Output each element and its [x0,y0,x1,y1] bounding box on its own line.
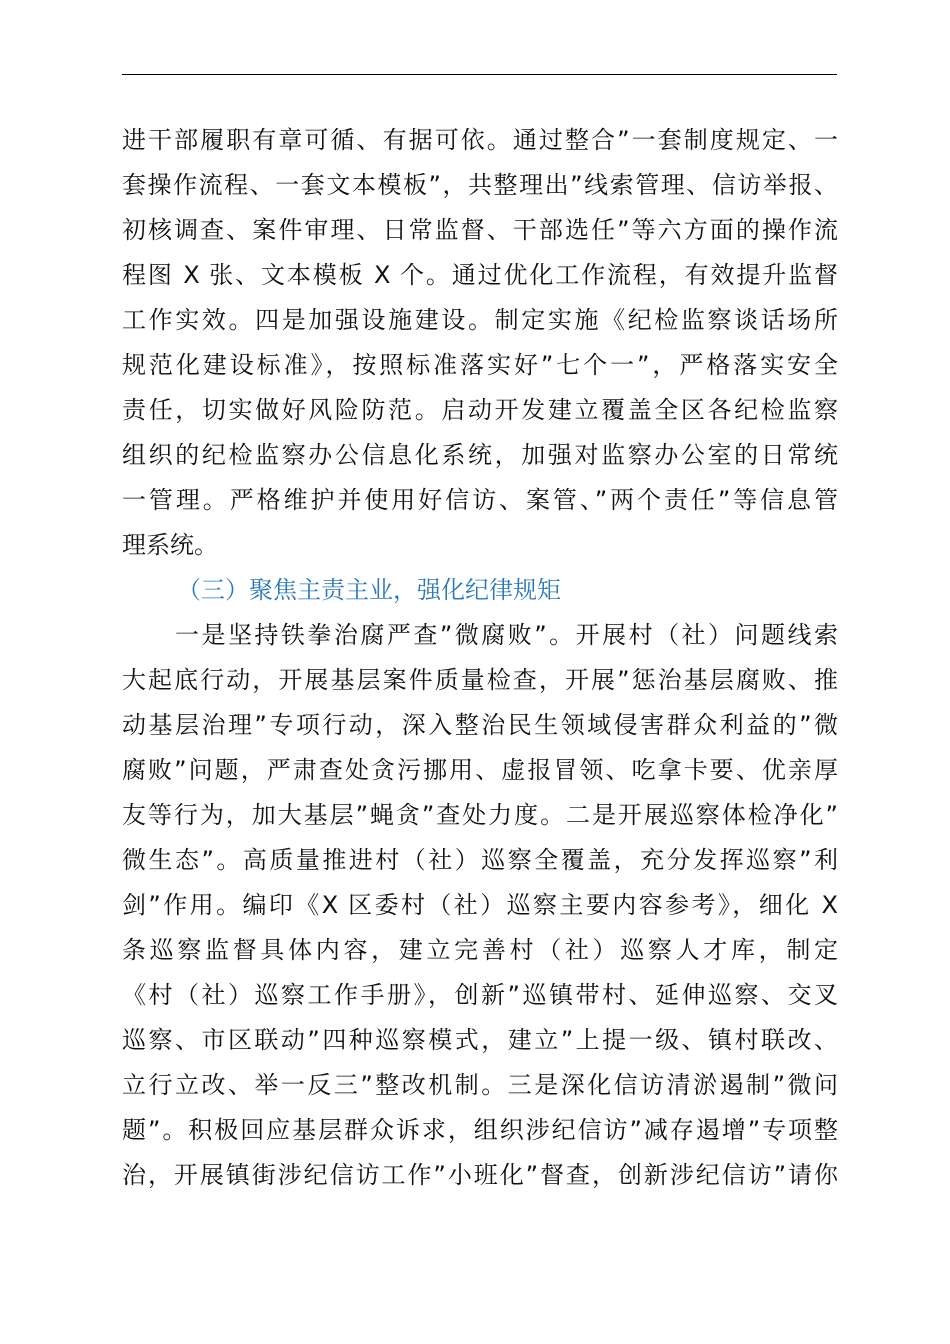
text-line: 条巡察监督具体内容，建立完善村（社）巡察人才库，制定 [122,936,838,964]
text-line: 友等行为，加大基层”蝇贪”查处力度。二是开展巡察体检净化” [122,801,838,829]
text-line: 进干部履职有章可循、有据可依。通过整合”一套制度规定、一 [122,126,838,154]
section-heading: （三）聚焦主责主业，强化纪律规矩 [177,576,561,604]
text-line: 程图 X 张、文本模板 X 个。通过优化工作流程，有效提升监督 [122,261,838,289]
text-line: 微生态”。高质量推进村（社）巡察全覆盖，充分发挥巡察”利 [122,846,838,874]
text-line: 腐败”问题，严肃查处贪污挪用、虚报冒领、吃拿卡要、优亲厚 [122,756,838,784]
text-line: 规范化建设标准》，按照标准落实好”七个一”，严格落实安全 [122,351,838,379]
text-line: 套操作流程、一套文本模板”，共整理出”线索管理、信访举报、 [122,171,838,199]
text-line: 《村（社）巡察工作手册》，创新”巡镇带村、延伸巡察、交叉 [122,981,838,1009]
text-line: 初核调查、案件审理、日常监督、干部选任”等六方面的操作流 [122,216,838,244]
text-line: 工作实效。四是加强设施建设。制定实施《纪检监察谈话场所 [122,306,838,334]
paragraph-discipline [122,613,838,1198]
paragraph-facility-construction [122,118,838,568]
text-line: 动基层治理”专项行动，深入整治民生领域侵害群众利益的”微 [122,711,838,739]
text-line: 一管理。严格维护并使用好信访、案管、”两个责任”等信息管 [122,486,838,514]
text-line: 责任，切实做好风险防范。启动开发建立覆盖全区各纪检监察 [122,396,838,424]
text-line: 治，开展镇街涉纪信访工作”小班化”督查，创新涉纪信访”请你 [122,1161,838,1189]
text-line: 一是坚持铁拳治腐严查”微腐败”。开展村（社）问题线索 [122,621,838,649]
document-body [122,118,838,1198]
text-line: 巡察、市区联动”四种巡察模式，建立”上提一级、镇村联改、 [122,1026,838,1054]
text-line: 立行立改、举一反三”整改机制。三是深化信访清淤遏制”微问 [122,1071,838,1099]
text-line: 剑”作用。编印《X 区委村（社）巡察主要内容参考》，细化 X [122,891,838,919]
text-line: 题”。积极回应基层群众诉求，组织涉纪信访”减存遏增”专项整 [122,1116,838,1144]
header-rule [122,74,837,75]
text-line: 理系统。 [122,531,218,559]
text-line: 大起底行动，开展基层案件质量检查，开展”惩治基层腐败、推 [122,666,838,694]
text-line: 组织的纪检监察办公信息化系统，加强对监察办公室的日常统 [122,441,838,469]
